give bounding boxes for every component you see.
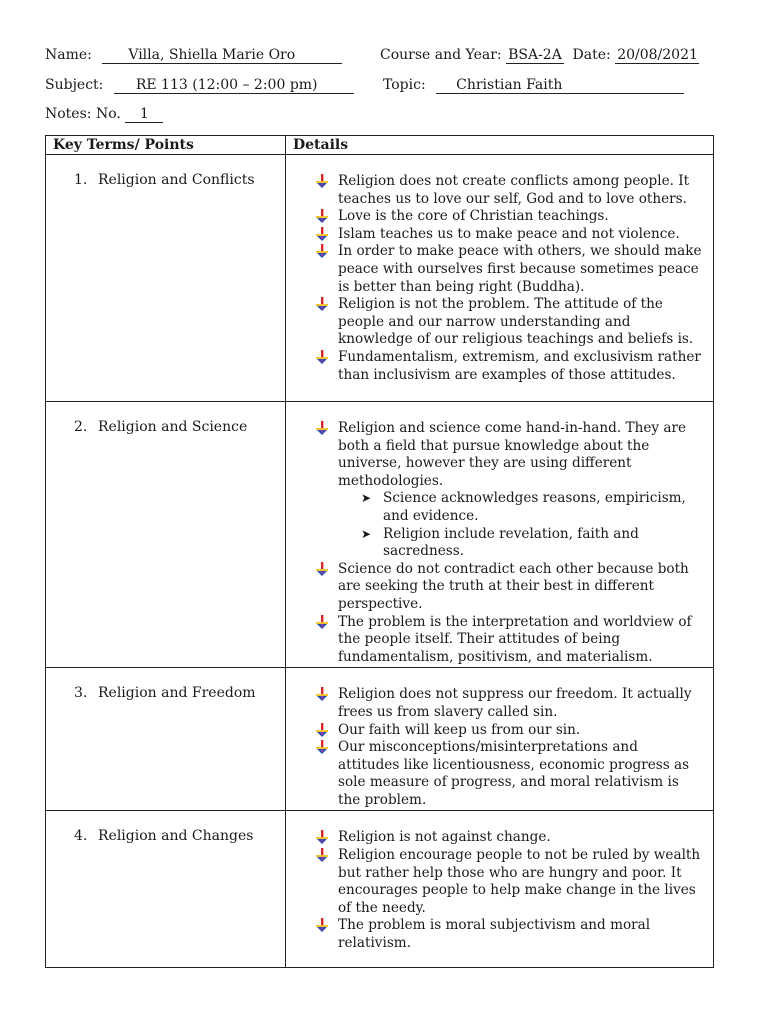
key-term-cell (46, 155, 286, 402)
key-term-cell (46, 668, 286, 811)
arrow-bullet-icon (315, 615, 329, 629)
course-line (380, 47, 699, 64)
details-list (287, 403, 712, 666)
term-label: Religion and Science (98, 419, 248, 435)
list-item: Love is the core of Christian teachings. (315, 208, 702, 226)
list-item: Religion does not create conflicts among people. It teaches us to love our self, God and to love others. (315, 173, 702, 208)
arrow-bullet-icon (315, 227, 329, 241)
details-cell (286, 402, 714, 668)
name-label: Name: (45, 47, 92, 63)
list-item: The problem is the interpretation and worldview of the people itself. Their attitudes of being fundamentalism, positivism, and materialism. (315, 614, 702, 667)
notes-value: 1 (125, 107, 163, 123)
details-list (287, 812, 712, 952)
term-number: 2. (74, 419, 88, 435)
term-label: Religion and Changes (98, 828, 254, 845)
table-row (46, 668, 714, 811)
notes-table (45, 135, 714, 968)
list-item: The problem is moral subjectivism and moral relativism. (315, 917, 702, 952)
list-item: Religion is not the problem. The attitude of the people and our narrow understanding and knowledge of our religious teachings and beliefs is. (315, 296, 702, 349)
sub-list-item: ➤ Science acknowledges reasons, empiricism, and evidence. (361, 490, 686, 524)
table-row (46, 402, 714, 668)
arrow-bullet-icon (315, 562, 329, 576)
arrow-bullet-icon (315, 350, 329, 364)
term-number: 4. (74, 828, 88, 845)
table-row (46, 811, 714, 968)
details-list (287, 669, 712, 809)
arrow-bullet-icon (315, 848, 329, 862)
list-item: Religion is not against change. (315, 829, 702, 847)
sub-list-item: ➤ Religion include revelation, faith and sacredness. (361, 525, 639, 560)
key-term-cell (46, 402, 286, 668)
name-value: Villa, Shiella Marie Oro (102, 48, 342, 64)
list-item: Religion encourage people to not be ruled by wealth but rather help those who are hungry and poor. It encourages people to help make change in the lives of the needy. (315, 847, 702, 917)
list-item: In order to make peace with others, we should make peace with ourselves first because sometimes peace is better than being right (Buddha). (315, 243, 702, 296)
key-term-cell (46, 811, 286, 968)
list-item: Fundamentalism, extremism, and exclusivism rather than inclusivism are examples of those attitudes. (315, 349, 702, 384)
key-terms-header: Key Terms/ Points (46, 136, 286, 155)
term-number: 1. (74, 172, 88, 188)
table-row (46, 155, 714, 402)
arrow-bullet-icon (315, 687, 329, 701)
arrow-bullet-icon (315, 740, 329, 754)
arrow-bullet-icon (315, 830, 329, 844)
list-item: Science do not contradict each other because both are seeking the truth at their best in different perspective. (315, 561, 702, 614)
arrow-bullet-icon (315, 918, 329, 932)
sub-list (338, 490, 702, 560)
arrow-bullet-icon (315, 723, 329, 737)
course-label: Course and Year: (380, 47, 502, 63)
list-item: Religion and science come hand-in-hand. They are both a field that pursue knowledge about the universe, however they are using different methodologies. ➤ Science acknowledges reasons, empiricism, and evidence. ➤ Religion include revelation, faith and sacredness. (315, 420, 702, 561)
date-value: 20/08/2021 (617, 47, 698, 63)
date-label: Date: (572, 47, 611, 63)
subject-value: RE 113 (12:00 – 2:00 pm) (114, 78, 354, 94)
topic-label: Topic: (383, 77, 426, 93)
course-value: BSA-2A (506, 48, 564, 64)
term-label: Religion and Conflicts (98, 172, 255, 188)
list-item: Religion does not suppress our freedom. It actually frees us from slavery called sin. (315, 686, 702, 721)
term-number: 3. (74, 685, 88, 702)
arrow-bullet-icon (315, 174, 329, 188)
subject-label: Subject: (45, 77, 104, 93)
arrow-bullet-icon (315, 209, 329, 223)
arrow-bullet-icon (315, 244, 329, 258)
notes-line (45, 106, 163, 123)
term-label: Religion and Freedom (98, 685, 256, 702)
notes-label: Notes: No. (45, 106, 121, 122)
list-item: Our faith will keep us from our sin. (315, 722, 702, 740)
topic-value: Christian Faith (436, 78, 684, 94)
details-cell (286, 811, 714, 968)
arrow-bullet-icon (315, 421, 329, 435)
list-item: Our misconceptions/misinterpretations and attitudes like licentiousness, economic progress as sole measure of progress, and moral relativism is the problem. (315, 739, 702, 809)
name-line (45, 47, 342, 64)
arrow-bullet-icon (315, 297, 329, 311)
subject-line (45, 77, 354, 94)
table-header-row (46, 136, 714, 155)
topic-line (383, 77, 684, 94)
details-cell (286, 668, 714, 811)
details-header: Details (286, 136, 714, 155)
details-cell (286, 155, 714, 402)
arrowhead-icon: ➤ (361, 526, 372, 541)
details-list (287, 156, 712, 384)
list-item: Islam teaches us to make peace and not violence. (315, 226, 702, 244)
arrowhead-icon: ➤ (361, 491, 372, 506)
